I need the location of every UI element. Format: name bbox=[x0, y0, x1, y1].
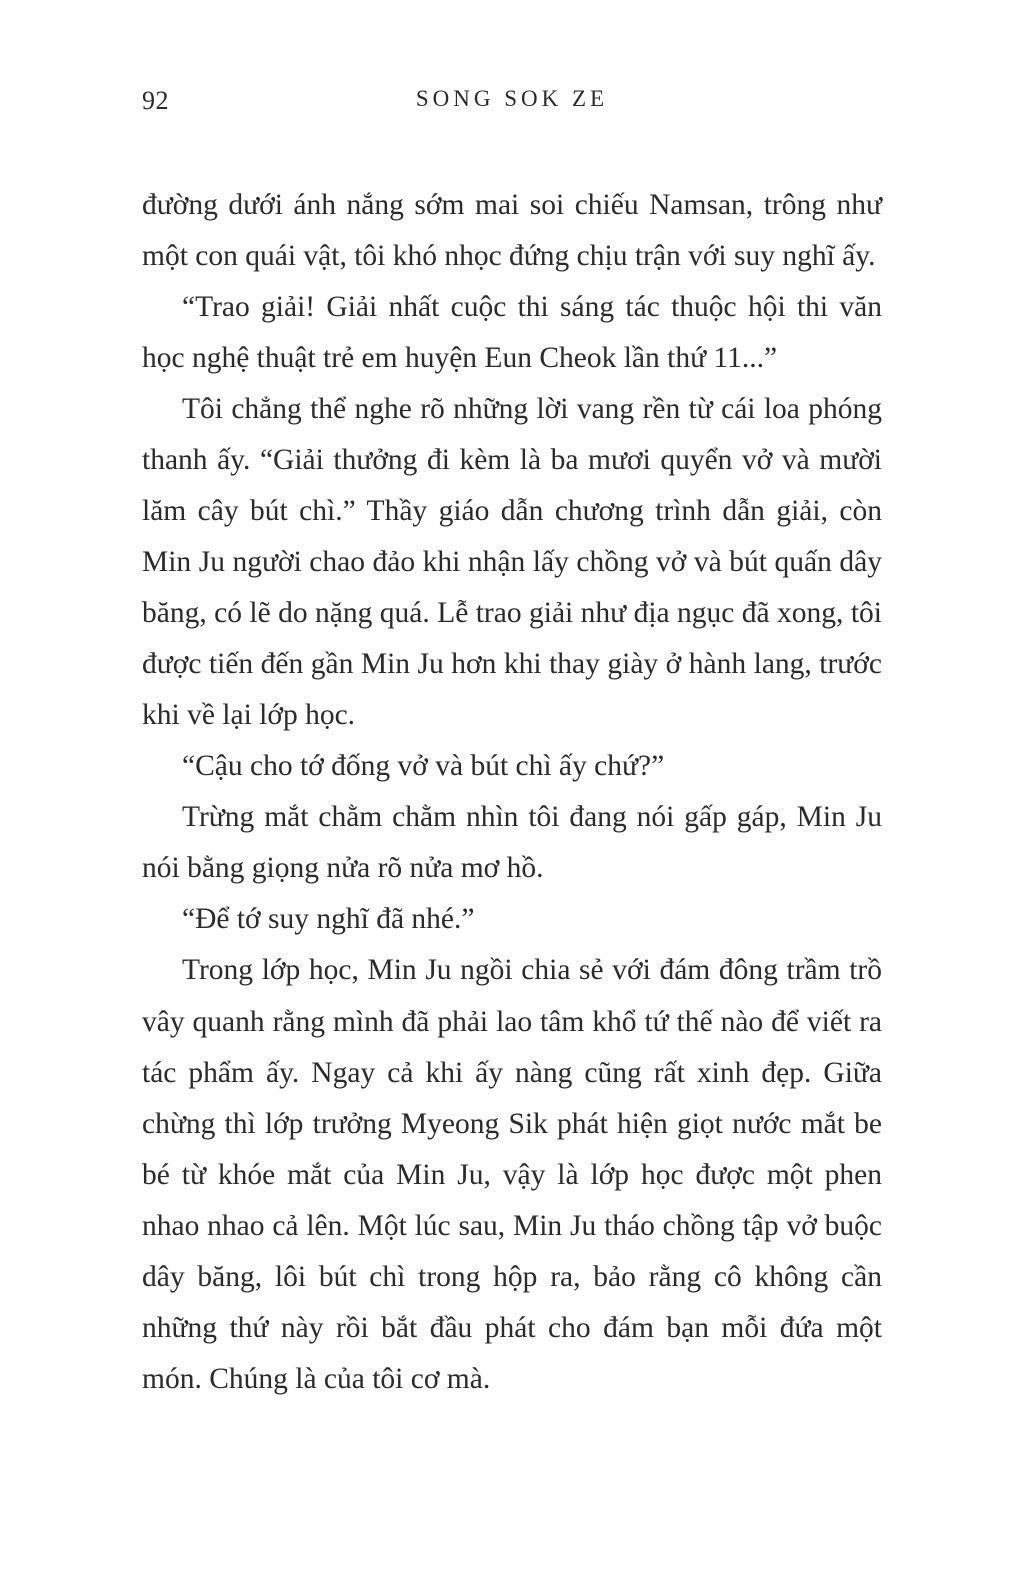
running-head bbox=[142, 86, 882, 116]
body-paragraph: Tôi chẳng thể nghe rõ những lời vang rền từ cái loa phóng thanh ấy. “Giải thưởng đi kèm là ba mươi quyển vở và mười lăm cây bút chì.” Thầy giáo dẫn chương trình dẫn giải, còn Min Ju người chao đảo khi nhận lấy chồng vở và bút quấn dây băng, có lẽ do nặng quá. Lễ trao giải như địa ngục đã xong, tôi được tiến đến gần Min Ju hơn khi thay giày ở hành lang, trước khi về lại lớp học. bbox=[142, 393, 882, 732]
body-paragraph: Trong lớp học, Min Ju ngồi chia sẻ với đám đông trầm trồ vây quanh rằng mình đã phải lao tâm khổ tứ thế nào để viết ra tác phẩm ấy. Ngay cả khi ấy nàng cũng rất xinh đẹp. Giữa chừng thì lớp trưởng Myeong Sik phát hiện giọt nước mắt be bé từ khóe mắt của Min Ju, vậy là lớp học được một phen nhao nhao cả lên. Một lúc sau, Min Ju tháo chồng tập vở buộc dây băng, lôi bút chì trong hộp ra, bảo rằng cô không cần những thứ này rồi bắt đầu phát cho đám bạn mỗi đứa một món. Chúng là của tôi cơ mà. bbox=[142, 954, 882, 1395]
body-paragraph: “Để tớ suy nghĩ đã nhé.” bbox=[182, 903, 475, 936]
body-paragraph: Trừng mắt chằm chằm nhìn tôi đang nói gấp gáp, Min Ju nói bằng giọng nửa rõ nửa mơ hồ. bbox=[142, 801, 882, 885]
body-paragraph: “Trao giải! Giải nhất cuộc thi sáng tác thuộc hội thi văn học nghệ thuật trẻ em huyện Eun Cheok lần thứ 11...” bbox=[142, 291, 882, 375]
book-title: SONG SOK ZE bbox=[415, 86, 609, 111]
page-number: 92 bbox=[142, 86, 169, 115]
body-text bbox=[142, 180, 882, 1405]
body-paragraph: “Cậu cho tớ đống vở và bút chì ấy chứ?” bbox=[182, 750, 665, 783]
body-paragraph: đường dưới ánh nắng sớm mai soi chiếu Namsan, trông như một con quái vật, tôi khó nhọc đứng chịu trận với suy nghĩ ấy. bbox=[142, 189, 882, 273]
